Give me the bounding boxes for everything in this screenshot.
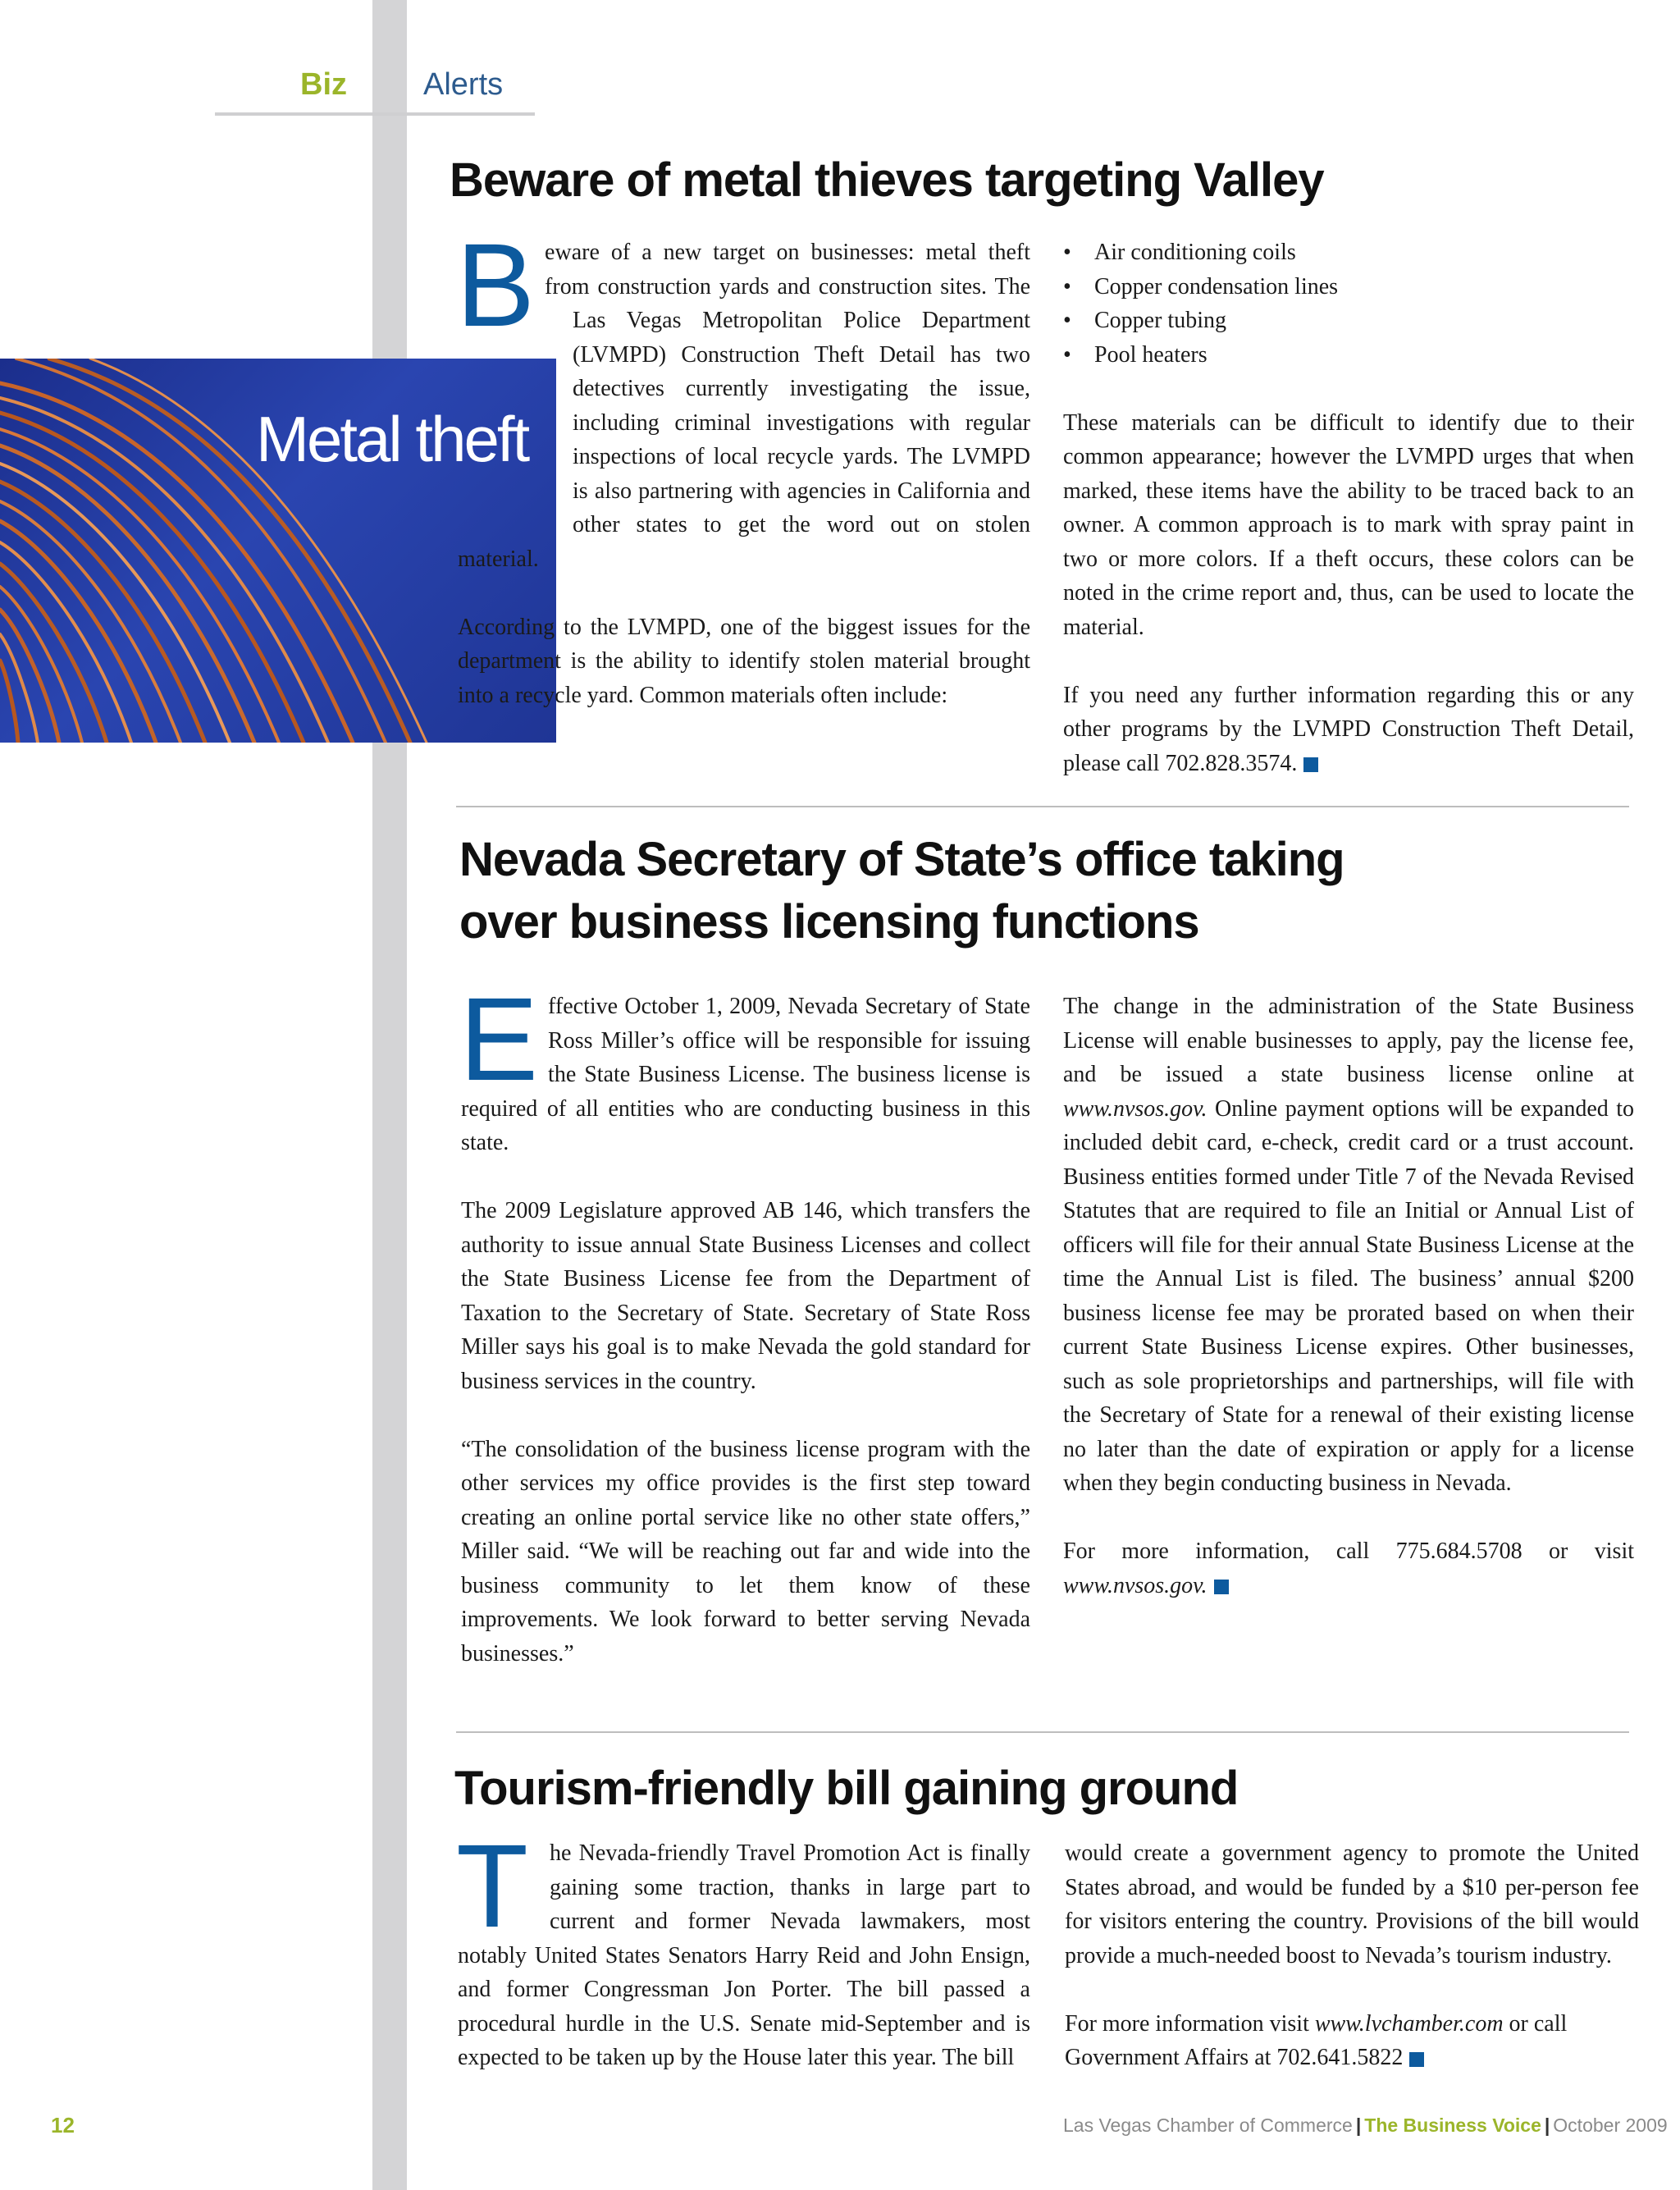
article3-col2: would create a government agency to promote the United States abroad, and would be funded by a $10 per-person fee for visitors entering the country. Provisions of the bill would provide a much-needed boost to Nevada’s tourism industry.: [1065, 1840, 1639, 1968]
article3-contact-text: For more information visit: [1065, 2010, 1315, 2037]
end-mark-icon: [1303, 757, 1318, 772]
article1-para4: If you need any further information regarding this or any other programs by the LVMPD Construction Theft Detail, please call 702.828.3574.: [1063, 682, 1634, 776]
article1-para4-wrap: [1063, 679, 1634, 781]
article2-para2: The 2009 Legislature approved AB 146, which transfers the authority to issue annual State Business Licenses and collect the State Business License fee from the Department of Taxation to the Secretary of State. Secretary of State Ross Miller says his goal is to make Nevada the gold standard for business services in the country.: [461, 1198, 1030, 1394]
article3-title: Tourism-friendly bill gaining ground: [454, 1762, 1239, 1815]
section-divider: [456, 806, 1629, 807]
list-item: • Pool heaters: [1063, 338, 1634, 373]
photo-wrap-spacer: [458, 334, 573, 539]
end-mark-icon: [1409, 2052, 1424, 2067]
list-item: • Air conditioning coils: [1063, 235, 1634, 270]
article2-column-1: [459, 973, 1030, 1671]
article2-para5-text: For more information, call 775.684.5708 or visit: [1063, 1538, 1634, 1564]
footer-publication: The Business Voice: [1364, 2115, 1541, 2136]
article2-para3: “The consolidation of the business license program with the other services my office provides is the first step toward creating an online portal service like no other state offers,” Miller said. “We will be reaching out far and wide into the business community to let them know of these improvements. We look forward to better serving Nevada businesses.”: [461, 1436, 1030, 1667]
article1-para2: According to the LVMPD, one of the biggest issues for the department is the ability to identify stolen material brought into a recycle yard. Common materials often include:: [458, 614, 1030, 708]
footer-separator: |: [1544, 2115, 1550, 2136]
article2-dropcap: E: [459, 973, 539, 1105]
article3-dropcap: T: [456, 1820, 528, 1952]
nvsos-link[interactable]: www.nvsos.gov.: [1063, 1572, 1208, 1598]
photo-caption: Metal theft: [256, 403, 528, 475]
article2-lead: ffective October 1, 2009, Nevada Secretary of State Ross Miller’s office will be responsible for issuing the State Business License. The business license is required of all entities who are conducting business in this state.: [461, 994, 1030, 1155]
article2-para4: [1063, 990, 1634, 1501]
header-rule: [215, 112, 535, 116]
sidebar-bar: [372, 0, 407, 2190]
article3-column-2: [1065, 1836, 1639, 2075]
nvsos-link[interactable]: www.nvsos.gov.: [1063, 1095, 1208, 1122]
list-item: • Copper condensation lines: [1063, 270, 1634, 304]
article1-column-1: [456, 219, 1030, 712]
article3-col1: he Nevada-friendly Travel Promotion Act is finally gaining some traction, thanks in large part to current and former Nevada lawmakers, most notably United States Senators Harry Reid and John Ensign, and former Congressman Jon Porter. The bill passed a procedural hurdle in the U.S. Senate mid-September and is expected to be taken up by the House later this year. The bill: [458, 1840, 1030, 2070]
article3-contact-text-cont: or call Government Affairs at 702.641.5822: [1065, 2010, 1568, 2070]
article1-column-2: [1063, 235, 1634, 780]
article2-para4-text-cont: Online payment options will be expanded to included debit card, e-check, credit card or a trust account. Business entities formed under Title 7 of the Nevada Revised Statutes that are required to file an Initial or Annual List of officers will file for their annual State Business License at the time the Annual List is filed. The business’ annual $200 business license fee may be prorated based on when their current State Business License expires. Other businesses, such as sole proprietorships and partnerships, will file with the Secretary of State for a renewal of their existing license no later than the date of expiration or apply for a license when they begin conducting business in Nevada.: [1063, 1095, 1634, 1496]
article2-column-2: [1063, 990, 1634, 1602]
article3-contact: [1065, 2007, 1639, 2075]
footer-publisher: Las Vegas Chamber of Commerce: [1063, 2115, 1353, 2136]
section-label: Biz: [300, 67, 347, 102]
article2-para5: [1063, 1534, 1634, 1602]
article1-title: Beware of metal thieves targeting Valley: [450, 153, 1324, 207]
section-divider: [456, 1731, 1629, 1733]
end-mark-icon: [1214, 1580, 1229, 1594]
article1-lead: eware of a new target on businesses: metal theft from construction yards and construction sites. The Las Vegas Metropolitan Police Department (LVMPD) Construction Theft Detail has two detectives currently investigating the issue, including criminal investigations with regular inspections of local recycle yards. The LVMPD is also partnering with agencies in California and other states to get the word out on stolen material.: [458, 240, 1030, 572]
footer-issue: October 2009: [1553, 2115, 1668, 2136]
article1-para3: These materials can be difficult to identify due to their common appearance; however the LVMPD urges that when marked, these items have the ability to be traced back to an owner. A common approach is to mark with spray paint in two or more colors. If a theft occurs, these colors can be noted in the crime report and, thus, can be used to locate the material.: [1063, 409, 1634, 640]
page-number: 12: [51, 2113, 75, 2137]
lvchamber-link[interactable]: www.lvchamber.com: [1314, 2010, 1504, 2037]
subsection-label: Alerts: [423, 67, 504, 102]
article2-para4-text: The change in the administration of the State Business License will enable businesses to apply, pay the license fee, and be issued a state business license online at: [1063, 994, 1634, 1087]
article3-column-1: [456, 1820, 1030, 2075]
list-item: • Copper tubing: [1063, 304, 1634, 338]
footer: [1063, 2115, 1668, 2137]
article1-dropcap: B: [456, 219, 536, 351]
footer-separator: |: [1355, 2115, 1362, 2136]
article2-title: Nevada Secretary of State’s office taking over business licensing functions: [459, 833, 1344, 949]
materials-list: [1063, 235, 1634, 372]
